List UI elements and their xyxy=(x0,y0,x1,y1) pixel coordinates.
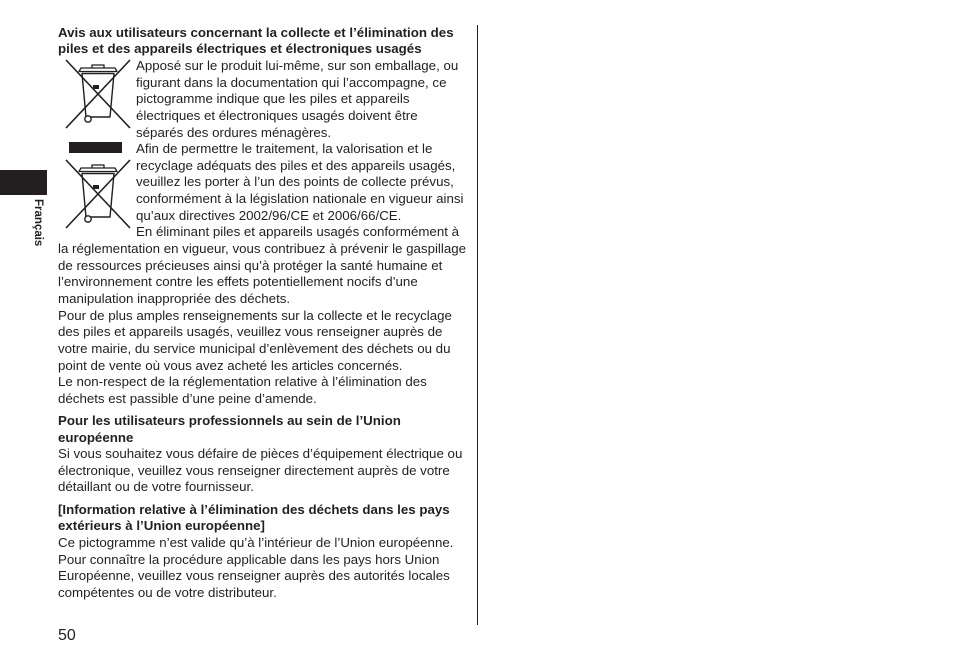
paragraph-line: de ressources précieuses ainsi qu’à protéger la santé humaine et xyxy=(58,257,443,273)
paragraph-line: l’environnement contre les effets potentiellement nocifs d’une xyxy=(58,274,418,290)
professional-users-section xyxy=(58,413,470,496)
language-tab xyxy=(0,170,47,195)
paragraph-line: Ce pictogramme n’est valide qu’à l’intérieur de l’Union européenne. xyxy=(58,534,454,550)
paragraph-line: compétentes ou de votre distributeur. xyxy=(58,584,277,600)
paragraph-line: votre mairie, du service municipal d’enlèvement des déchets ou du xyxy=(58,340,451,356)
paragraph-line: Pour de plus amples renseignements sur la collecte et le recyclage xyxy=(58,307,452,323)
outside-eu-section xyxy=(58,502,470,602)
paragraph-line: point de vente où vous avez acheté les articles concernés. xyxy=(58,357,403,373)
section-heading: extérieurs à l’Union européenne] xyxy=(58,518,265,534)
paragraph-line: figurant dans la documentation qui l’accompagne, ce xyxy=(136,74,447,90)
paragraph-line: détaillant ou de votre fournisseur. xyxy=(58,479,254,495)
section-heading: piles et des appareils électriques et électroniques usagés xyxy=(58,41,422,57)
paragraph-line: électronique, veuillez vous renseigner directement auprès de votre xyxy=(58,462,450,478)
paragraph-line: En éliminant piles et appareils usagés conformément à xyxy=(136,224,459,240)
page-number: 50 xyxy=(58,627,76,644)
disposal-notice-section xyxy=(58,25,470,408)
language-tab-label: Français xyxy=(32,199,44,247)
paragraph-line: recyclage adéquats des piles et des appareils usagés, xyxy=(136,157,456,173)
paragraph-line: qu’aux directives 2002/96/CE et 2006/66/CE. xyxy=(136,207,402,223)
paragraph-line: veuillez les porter à l’un des points de collecte prévus, xyxy=(136,174,454,190)
paragraph-line: déchets est passible d’une peine d’amende. xyxy=(58,390,317,406)
paragraph-line: la réglementation en vigueur, vous contribuez à prévenir le gaspillage xyxy=(58,241,467,257)
section-heading: Pour les utilisateurs professionnels au sein de l’Union xyxy=(58,412,401,428)
text-column xyxy=(58,25,470,602)
paragraph-line: conformément à la législation nationale en vigueur ainsi xyxy=(136,191,464,207)
paragraph-line: Apposé sur le produit lui-même, sur son emballage, ou xyxy=(136,57,459,73)
paragraph-line: des piles et appareils usagés, veuillez vous renseigner auprès de xyxy=(58,324,443,340)
section-heading: européenne xyxy=(58,429,134,445)
paragraph-line: pictogramme indique que les piles et appareils xyxy=(136,91,410,107)
paragraph-line: séparés des ordures ménagères. xyxy=(136,124,332,140)
column-divider xyxy=(477,25,478,625)
paragraph-line: électriques et électroniques usagés doivent être xyxy=(136,107,418,123)
paragraph-line: Afin de permettre le traitement, la valorisation et le xyxy=(136,141,433,157)
section-heading: Avis aux utilisateurs concernant la collecte et l’élimination des xyxy=(58,24,454,40)
paragraph-line: manipulation inappropriée des déchets. xyxy=(58,290,291,306)
paragraph-line: Si vous souhaitez vous défaire de pièces d’équipement électrique ou xyxy=(58,446,463,462)
paragraph-line: Pour connaître la procédure applicable dans les pays hors Union xyxy=(58,551,440,567)
paragraph-line: Européenne, veuillez vous renseigner auprès des autorités locales xyxy=(58,568,450,584)
paragraph-line: Le non-respect de la réglementation relative à l’élimination des xyxy=(58,374,427,390)
section-heading: [Information relative à l’élimination des déchets dans les pays xyxy=(58,501,450,517)
